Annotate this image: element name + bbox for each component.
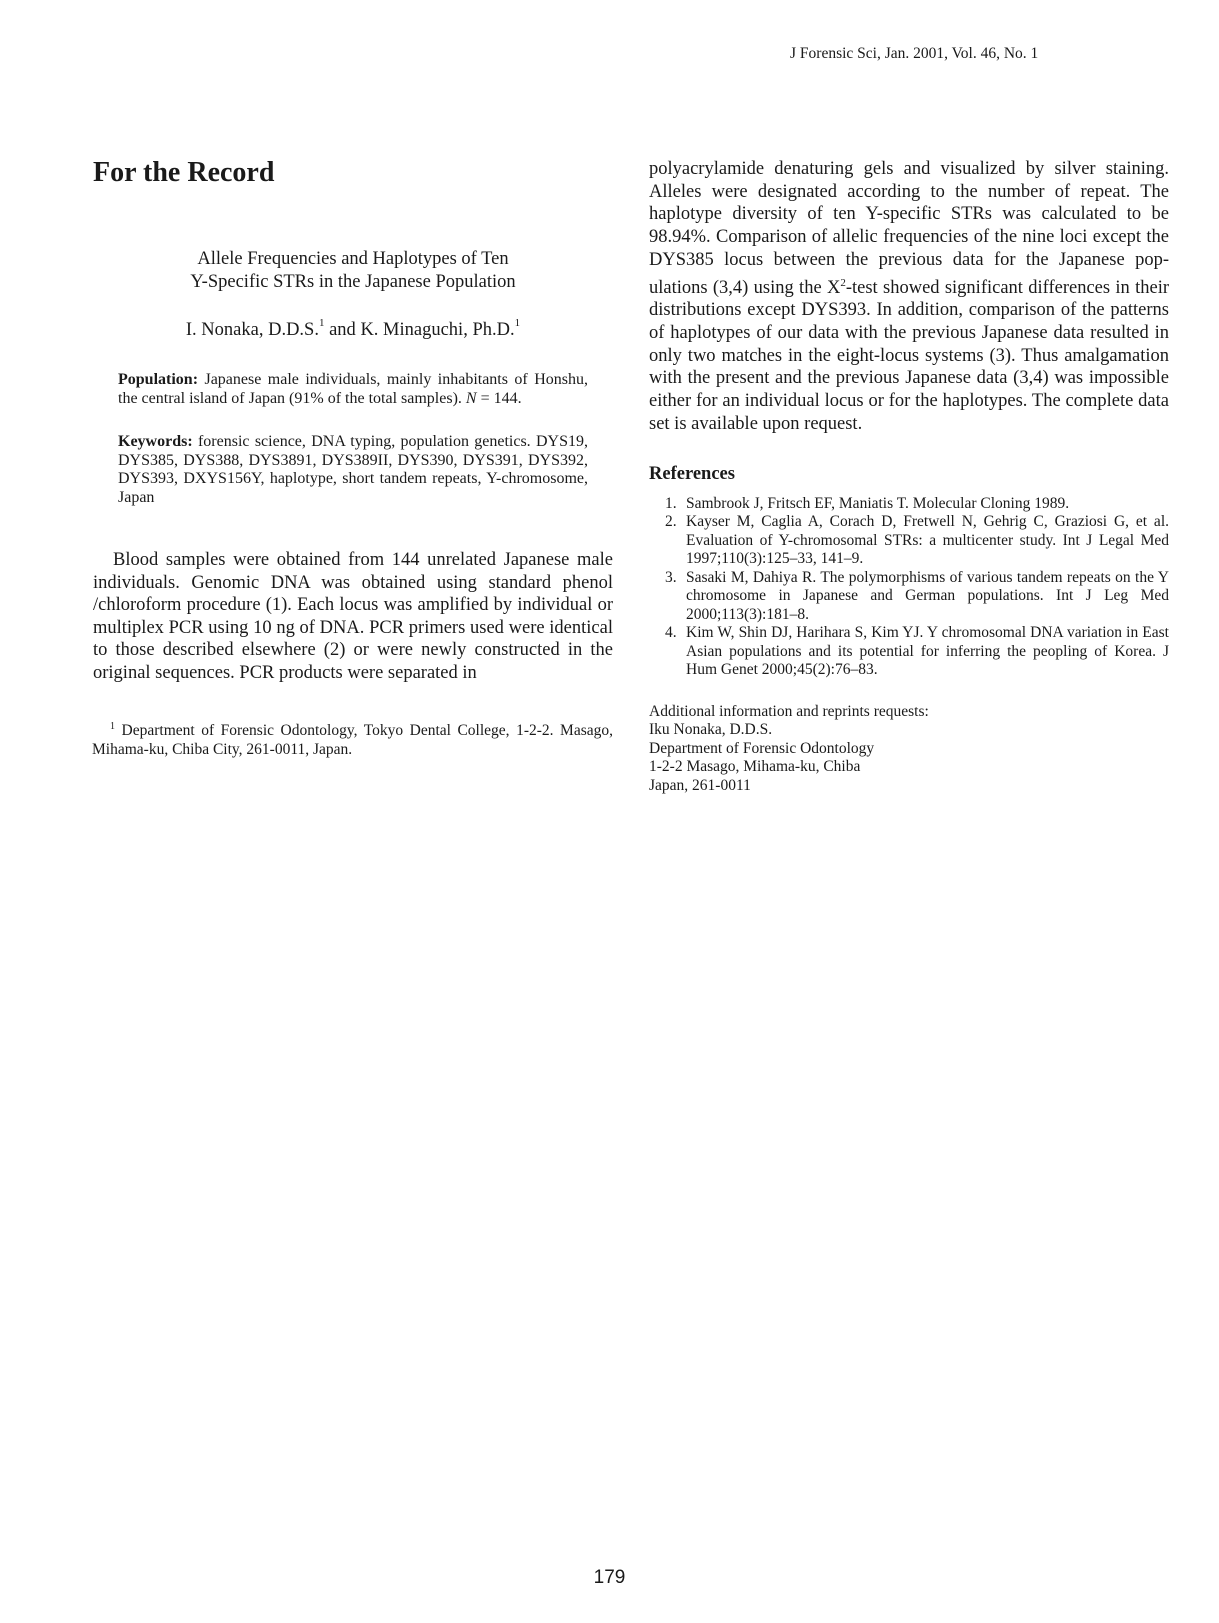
affiliation-footnote	[92, 718, 613, 759]
reference-text: Kim W, Shin DJ, Harihara S, Kim YJ. Y chromosomal DNA variation in East Asian populations and its potential for inferring the peopling of Korea. J Hum Genet 2000;45(2):76–83.	[686, 624, 1169, 679]
contact-line: Japan, 261-0011	[649, 776, 751, 794]
contact-line: Additional information and reprints requests:	[649, 702, 929, 720]
reference-text: Kayser M, Caglia A, Corach D, Fretwell N, Gehrig C, Graziosi G, et al. Evaluation of Y-chromosomal STRs: a multicenter study. Int J Legal Med 1997;110(3):125–33, 141–9.	[686, 513, 1169, 568]
body-right-part-2: -test showed significant differences in their distributions except DYS393. In addition, comparison of the patterns of haplotypes of our data with the previous Japanese data resulted in only two matches in the eight-locus systems (3). Thus amalgamation with the present and the previous Japanese data (3,4) was impossible either for an individual locus or for the haplotypes. The complete data set is available upon request.	[649, 277, 1170, 434]
population-label: Population:	[118, 371, 199, 389]
body-paragraph-left: Blood samples were obtained from 144 unrelated Japanese male individuals. Genomic DNA was obtained using standard phenol /chloroform procedure (1). Each locus was amplified by individual or multiplex PCR using 10 ng of DNA. PCR primers used were identical to those described elsewhere (2) or were newly constructed in the original sequences. PCR products were separated in	[93, 550, 613, 683]
author-2-affiliation-mark: 1	[514, 317, 521, 329]
author-conjunction: and	[324, 320, 361, 341]
body-right-part-1: polyacrylamide denaturing gels and visualized by silver staining. Alleles were designated according to the number of repeat. The haplotype diversity of ten Y-specific STRs was calculated to be 98.94%. Comparison of allelic frequencies of the nine loci except the DYS385 locus between the previous data for the Japanese populations (3,4) using the X	[649, 159, 1169, 298]
population-block	[118, 371, 588, 408]
chi-square-superscript: 2	[840, 276, 846, 289]
reference-item	[649, 569, 1169, 625]
section-heading: For the Record	[93, 157, 275, 188]
title-line-2: Y-Specific STRs in the Japanese Population	[190, 272, 516, 292]
left-column	[93, 150, 613, 759]
author-1: I. Nonaka, D.D.S.	[185, 320, 319, 341]
body-paragraph-right	[649, 158, 1169, 436]
reference-number: 4.	[665, 624, 677, 642]
page-number: 179	[593, 1567, 626, 1588]
running-head: J Forensic Sci, Jan. 2001, Vol. 46, No. 1	[790, 45, 1039, 62]
author-2: K. Minaguchi, Ph.D.	[360, 320, 515, 341]
reference-text: Sasaki M, Dahiya R. The polymorphisms of various tandem repeats on the Y chromosome in Japanese and German populations. Int J Leg Med 2000;113(3):181–8.	[686, 568, 1169, 623]
right-column	[649, 158, 1169, 796]
references-list	[649, 495, 1169, 680]
reference-item	[649, 513, 1169, 569]
reference-number: 1.	[665, 494, 677, 512]
title-line-1: Allele Frequencies and Haplotypes of Ten	[197, 249, 509, 269]
population-n-value: = 144.	[476, 389, 522, 407]
keywords-text: forensic science, DNA typing, population genetics. DYS19, DYS385, DYS388, DYS3891, DYS389II, DYS390, DYS391, DYS392, DYS393, DXYS156Y, haplotype, short tandem repeats, Y-chromosome, Japan	[118, 433, 588, 506]
contact-line: Department of Forensic Odontology	[649, 739, 875, 757]
population-text: Japanese male individuals, mainly inhabitants of Honshu, the central island of Japan (91% of the total samples).	[118, 371, 588, 407]
footnote-mark: 1	[110, 721, 115, 733]
keywords-label: Keywords:	[118, 433, 193, 451]
reference-number: 3.	[665, 568, 677, 586]
reference-item	[649, 495, 1169, 514]
references-heading: References	[649, 463, 735, 484]
keywords-block	[118, 433, 588, 507]
population-n-variable: N	[465, 389, 477, 407]
footnote-text: Department of Forensic Odontology, Tokyo Dental College, 1-2-2. Masago, Mihama-ku, Chiba City, 261-0011, Japan.	[92, 722, 613, 758]
author-1-affiliation-mark: 1	[318, 317, 325, 329]
article-title	[93, 248, 613, 294]
contact-line: 1-2-2 Masago, Mihama-ku, Chiba	[649, 758, 861, 776]
reference-number: 2.	[665, 513, 677, 531]
reprint-contact	[649, 703, 1169, 796]
reference-item	[649, 624, 1169, 680]
reference-text: Sambrook J, Fritsch EF, Maniatis T. Molecular Cloning 1989.	[686, 494, 1070, 512]
contact-line: Iku Nonaka, D.D.S.	[649, 721, 773, 739]
author-line	[93, 319, 613, 341]
